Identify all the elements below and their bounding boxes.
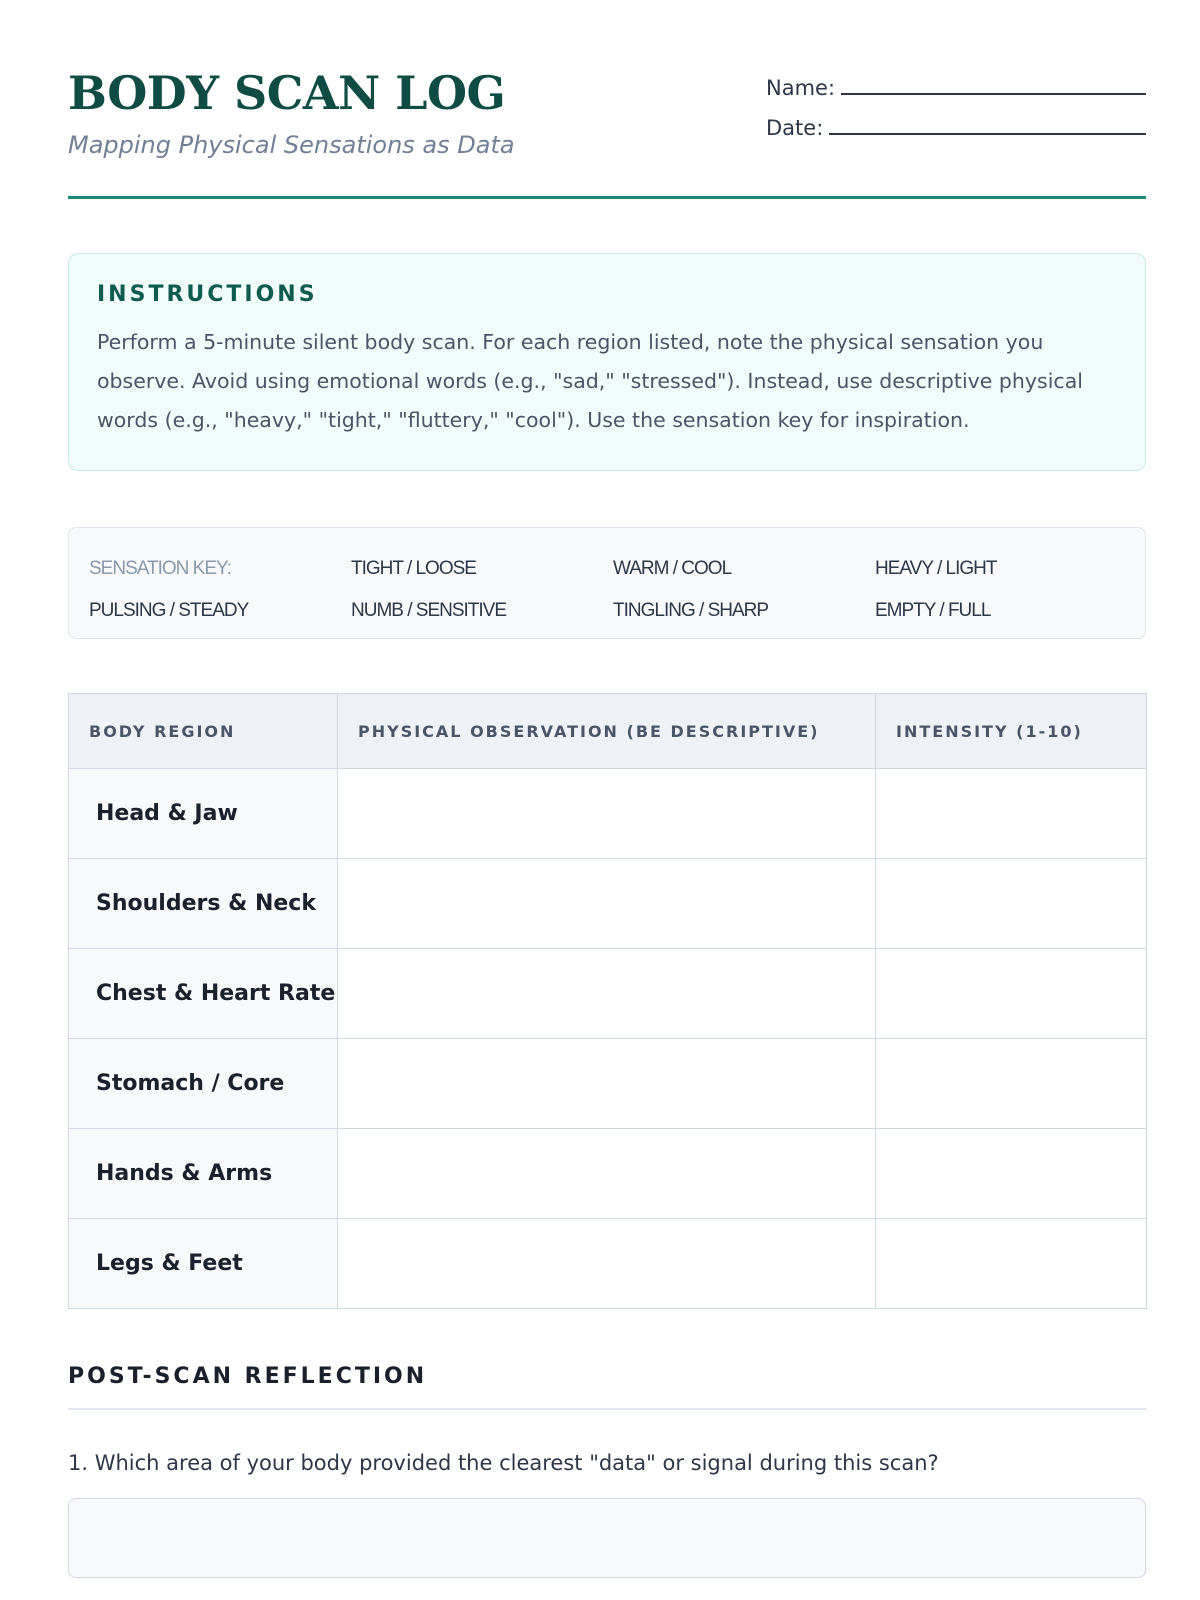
sensation-key-item: TIGHT / LOOSE [351,558,476,579]
meta-fields [766,70,1146,150]
instructions-heading: INSTRUCTIONS [97,282,318,307]
sensation-key-item: PULSING / STEADY [89,600,249,621]
intensity-cell[interactable] [876,1219,1147,1309]
body-scan-table [68,693,1147,1309]
name-line[interactable] [841,93,1146,95]
observation-cell[interactable] [338,769,876,859]
column-header-region: BODY REGION [69,694,338,769]
date-line[interactable] [829,133,1146,135]
observation-cell[interactable] [338,1129,876,1219]
table-row [69,859,1147,949]
observation-cell[interactable] [338,1219,876,1309]
header-divider [68,196,1146,199]
region-cell: Head & Jaw [69,769,338,859]
table-row [69,1219,1147,1309]
table-row [69,1039,1147,1129]
region-cell: Legs & Feet [69,1219,338,1309]
instructions-panel [68,253,1146,471]
date-field[interactable] [766,110,1146,140]
observation-cell[interactable] [338,1039,876,1129]
observation-cell[interactable] [338,859,876,949]
region-cell: Chest & Heart Rate [69,949,338,1039]
page-title: BODY SCAN LOG [68,66,506,120]
intensity-cell[interactable] [876,1039,1147,1129]
sensation-key-item: WARM / COOL [613,558,732,579]
instructions-body: Perform a 5-minute silent body scan. For each region listed, note the physical sensation you observe. Avoid using emotional words (e.g., "sad," "stressed"). Instead, use descriptive physical words (e.g., "heavy," "tight," "fluttery," "cool"). Use the sensation key for inspiration. [97,330,1083,432]
reflection-answer-box[interactable] [68,1498,1146,1578]
sensation-key-item: TINGLING / SHARP [613,600,769,621]
worksheet-page [68,0,1146,1475]
region-cell: Stomach / Core [69,1039,338,1129]
observation-cell[interactable] [338,949,876,1039]
reflection-divider [68,1408,1146,1410]
table-row [69,769,1147,859]
sensation-key [68,527,1146,639]
column-header-intensity: INTENSITY (1-10) [876,694,1147,769]
intensity-cell[interactable] [876,1129,1147,1219]
table-row [69,949,1147,1039]
intensity-cell[interactable] [876,949,1147,1039]
intensity-cell[interactable] [876,859,1147,949]
table-row [69,1129,1147,1219]
page-subtitle: Mapping Physical Sensations as Data [68,131,515,159]
region-cell: Hands & Arms [69,1129,338,1219]
sensation-key-label: SENSATION KEY: [89,558,231,579]
column-header-observation: PHYSICAL OBSERVATION (BE DESCRIPTIVE) [338,694,876,769]
reflection-question: 1. Which area of your body provided the clearest "data" or signal during this scan? [68,1451,939,1475]
sensation-key-item: HEAVY / LIGHT [875,558,997,579]
sensation-key-item: NUMB / SENSITIVE [351,600,507,621]
sensation-key-item: EMPTY / FULL [875,600,991,621]
region-cell: Shoulders & Neck [69,859,338,949]
reflection-heading: POST-SCAN REFLECTION [68,1364,428,1389]
date-label: Date: [766,116,824,140]
table-header-row [69,694,1147,769]
header [68,0,1146,200]
intensity-cell[interactable] [876,769,1147,859]
name-field[interactable] [766,70,1146,100]
name-label: Name: [766,76,836,100]
